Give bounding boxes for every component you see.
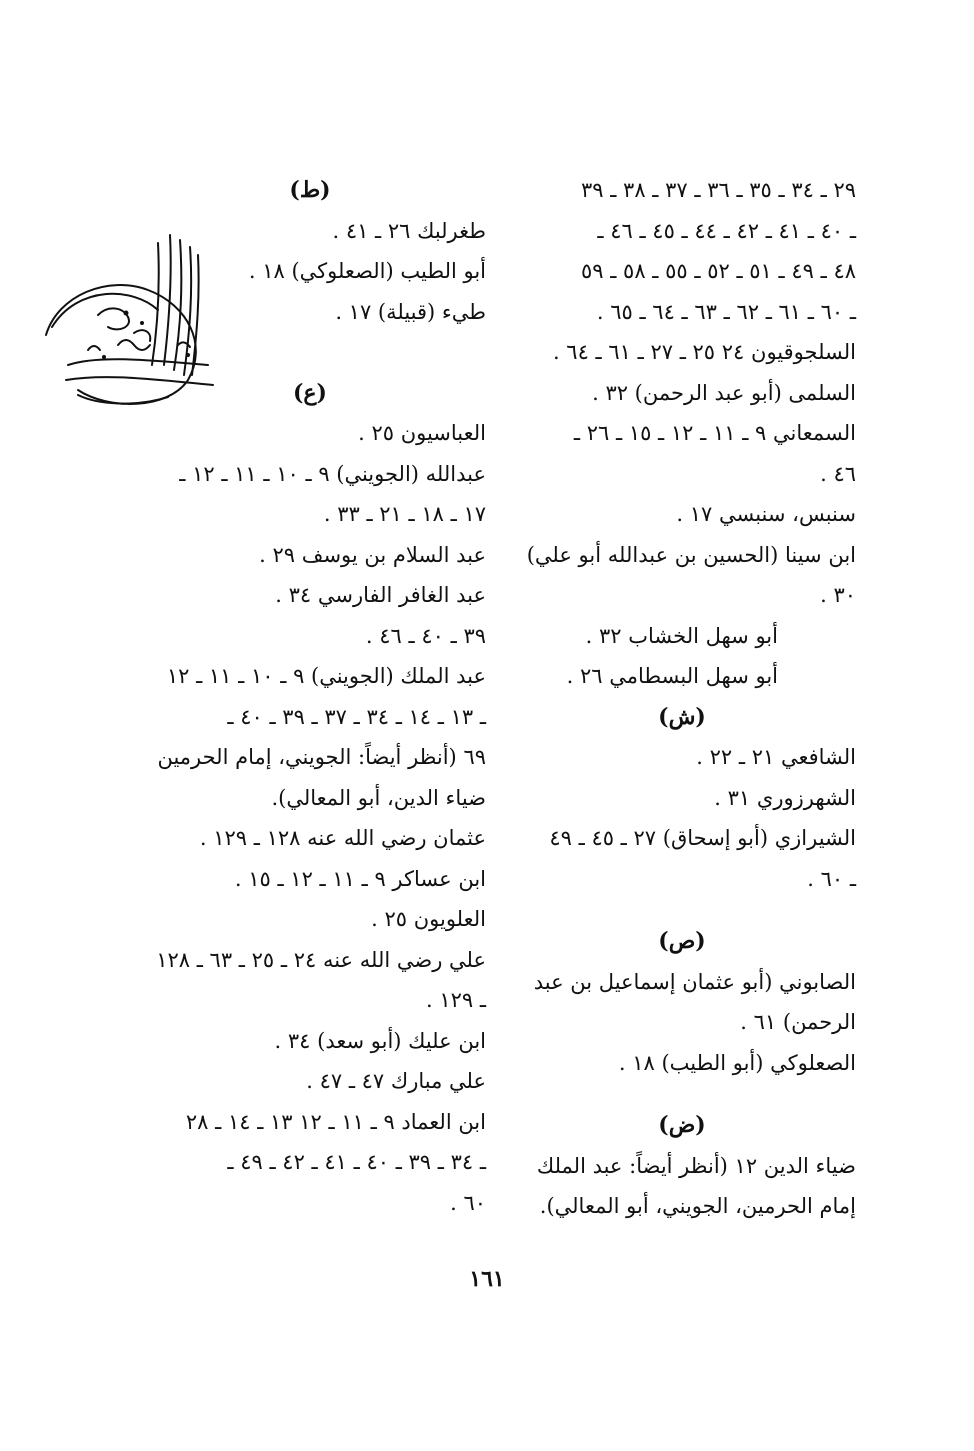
index-entry: طيء (قبيلة) ١٧ . [335, 299, 486, 324]
index-entry: ـ ٦٠ ـ ٦١ ـ ٦٢ ـ ٦٣ ـ ٦٤ ـ ٦٥ . [596, 299, 856, 324]
index-entry: ٦٩ (أنظر أيضاً: الجويني، إمام الحرمين [157, 745, 486, 769]
index-entry: العباسيون ٢٥ . [358, 421, 486, 445]
index-entry: السلجوقيون ٢٤ ٢٥ ـ ٢٧ ـ ٦١ ـ ٦٤ . [552, 340, 856, 364]
index-entry: أبو سهل البسطامي ٢٦ . [566, 664, 778, 688]
index-entry: علي رضي الله عنه ٢٤ ـ ٢٥ ـ ٦٣ ـ ١٢٨ [156, 947, 486, 972]
index-entry: الشافعي ٢١ ـ ٢٢ . [696, 745, 856, 769]
index-entry: أبو سهل الخشاب ٣٢ . [585, 623, 778, 648]
spacer [508, 1083, 856, 1105]
index-entry: ـ ٣٤ ـ ٣٩ ـ ٤٠ ـ ٤١ ـ ٤٢ ـ ٤٩ ـ [227, 1150, 486, 1174]
index-entry: ١٧ ـ ١٨ ـ ٢١ ـ ٣٣ . [323, 502, 486, 526]
index-entry: ابن العماد ٩ ـ ١١ ـ ١٢ ١٣ ـ ١٤ ـ ٢٨ [185, 1109, 486, 1134]
index-entry: عبد الغافر الفارسي ٣٤ . [275, 583, 486, 607]
section-heading-dad: (ض) [658, 1112, 706, 1138]
index-entry: ـ ١٢٩ . [425, 988, 486, 1012]
index-entry: ٤٨ ـ ٤٩ ـ ٥١ ـ ٥٢ ـ ٥٥ ـ ٥٨ ـ ٥٩ [580, 259, 856, 283]
index-entry: أبو الطيب (الصعلوكي) ١٨ . [248, 259, 486, 283]
index-entry: ٤٦ . [820, 461, 856, 486]
index-entry: عثمان رضي الله عنه ١٢٨ ـ ١٢٩ . [199, 826, 486, 850]
section-heading-shin: (ش) [658, 703, 706, 730]
index-entry: علي مبارك ٤٧ ـ ٤٧ . [306, 1069, 486, 1093]
index-entry: ضياء الدين، أبو المعالي). [271, 785, 486, 810]
index-entry: عبد السلام بن يوسف ٢٩ . [259, 542, 486, 567]
section-heading-ta: (ط) [289, 177, 331, 203]
spacer [508, 899, 856, 921]
index-entry: السلمى (أبو عبد الرحمن) ٣٢ . [592, 380, 856, 405]
index-entry: الرحمن) ٦١ . [740, 1010, 856, 1034]
index-entry: الشيرازي (أبو إسحاق) ٢٧ ـ ٤٥ ـ ٤٩ [549, 826, 856, 850]
page-number: ١٦١ [469, 1266, 505, 1292]
index-entry: السمعاني ٩ ـ ١١ ـ ١٢ ـ ١٥ ـ ٢٦ ـ [573, 421, 856, 445]
index-entry: عبدالله (الجويني) ٩ ـ ١٠ ـ ١١ ـ ١٢ ـ [179, 461, 486, 486]
index-entry: عبد الملك (الجويني) ٩ ـ ١٠ ـ ١١ ـ ١٢ [166, 664, 486, 688]
index-entry: ـ ٤٠ ـ ٤١ ـ ٤٢ ـ ٤٤ ـ ٤٥ ـ ٤٦ ـ [597, 218, 856, 243]
index-entry: ٣٩ ـ ٤٠ ـ ٤٦ . [365, 623, 486, 648]
index-entry: ـ ٦٠ . [807, 866, 856, 891]
index-entry: ابن سينا (الحسين بن عبدالله أبو علي) [526, 542, 856, 567]
section-heading-sad: (ص) [658, 928, 706, 954]
index-entry: ابن عساكر ٩ ـ ١١ ـ ١٢ ـ ١٥ . [234, 866, 486, 891]
index-entry: سنبس، سنبسي ١٧ . [676, 502, 856, 526]
index-entry: ضياء الدين ١٢ (أنظر أيضاً: عبد الملك [536, 1153, 856, 1178]
index-entry: ٣٠ . [820, 583, 856, 607]
index-entry: طغرلبك ٢٦ ـ ٤١ . [332, 218, 486, 243]
index-entry: ٦٠ . [450, 1190, 486, 1215]
index-entry: العلويون ٢٥ . [371, 907, 486, 931]
index-entry: ٢٩ ـ ٣٤ ـ ٣٥ ـ ٣٦ ـ ٣٧ ـ ٣٨ ـ ٣٩ [580, 178, 856, 202]
index-entry: إمام الحرمين، الجويني، أبو المعالي). [539, 1194, 856, 1218]
index-entry: الشهرزوري ٣١ . [714, 785, 856, 810]
index-entry: الصعلوكي (أبو الطيب) ١٨ . [618, 1050, 856, 1075]
index-entry: الصابوني (أبو عثمان إسماعيل بن عبد [533, 969, 856, 994]
section-heading-ayn: (ع) [293, 379, 327, 406]
index-entry: ابن عليك (أبو سعد) ٣٤ . [274, 1028, 486, 1053]
index-column-right [508, 170, 856, 1227]
calligraphic-seal-icon [38, 215, 220, 415]
index-entry: ـ ١٣ ـ ١٤ ـ ٣٤ ـ ٣٧ ـ ٣٩ ـ ٤٠ ـ [227, 704, 486, 729]
